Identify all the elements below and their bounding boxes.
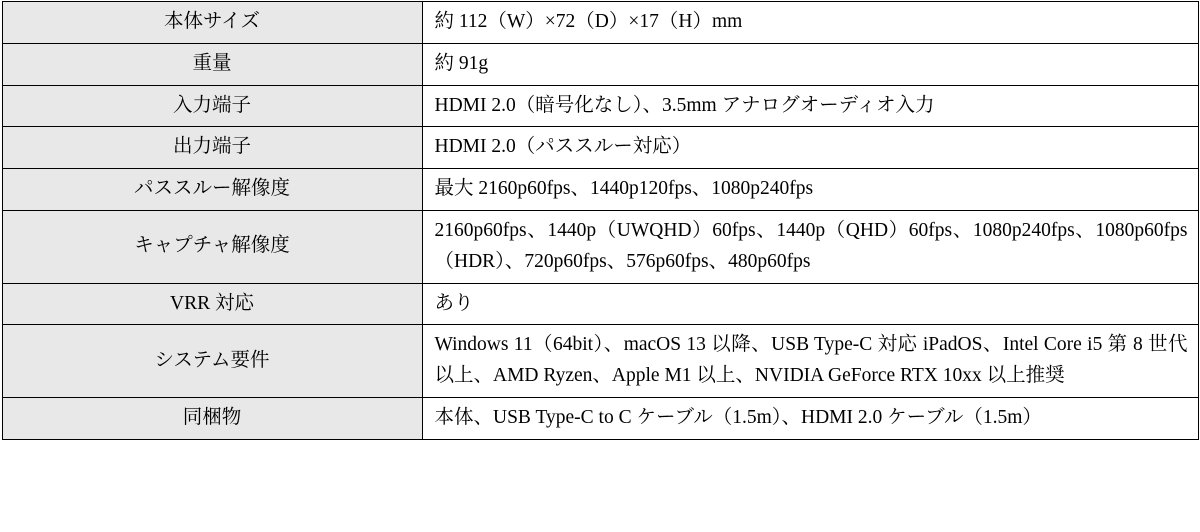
row-value [422,283,1198,325]
row-value-text: HDMI 2.0（パススルー対応） [434,136,692,158]
row-label: システム要件 [2,325,422,398]
table-row [2,127,1198,169]
row-value-text: 2160p60fps、1440p（UWQHD）60fps、1440p（QHD）60fps、1080p240fps、1080p60fps（HDR）、720p60fps、576p60fps、480p60fps [434,219,1188,272]
row-label: 重量 [2,43,422,85]
row-label: パススルー解像度 [2,169,422,211]
row-value-text: あり [434,292,474,314]
row-value-text: 本体、USB Type-C to C ケーブル（1.5m）、HDMI 2.0 ケーブル（1.5m） [434,406,1042,428]
table-row [2,85,1198,127]
row-value [422,43,1198,85]
row-label: VRR 対応 [2,283,422,325]
row-value [422,169,1198,211]
specification-table [2,1,1199,440]
table-row [2,43,1198,85]
row-value [422,2,1198,44]
row-value-text: 約 112（W）×72（D）×17（H）mm [434,11,743,32]
row-value [422,325,1198,398]
table-row [2,283,1198,325]
table-row [2,2,1198,44]
row-label: 本体サイズ [2,2,422,44]
row-value [422,85,1198,127]
row-value-text: Windows 11（64bit）、macOS 13 以降、USB Type-C 対応 iPadOS、Intel Core i5 第 8 世代以上、AMD Ryzen、Apple M1 以上、NVIDIA GeForce RTX 10xx 以上推奨 [434,334,1188,387]
table-row [2,169,1198,211]
row-label: キャプチャ解像度 [2,210,422,283]
row-value-text: 最大 2160p60fps、1440p120fps、1080p240fps [434,178,814,200]
row-label: 出力端子 [2,127,422,169]
row-label: 入力端子 [2,85,422,127]
table-row [2,210,1198,283]
row-value [422,210,1198,283]
row-value [422,397,1198,439]
row-value-text: 約 91g [434,52,489,74]
row-value [422,127,1198,169]
row-label: 同梱物 [2,397,422,439]
table-row [2,397,1198,439]
row-value-text: HDMI 2.0（暗号化なし）、3.5mm アナログオーディオ入力 [434,94,935,116]
table-row [2,325,1198,398]
